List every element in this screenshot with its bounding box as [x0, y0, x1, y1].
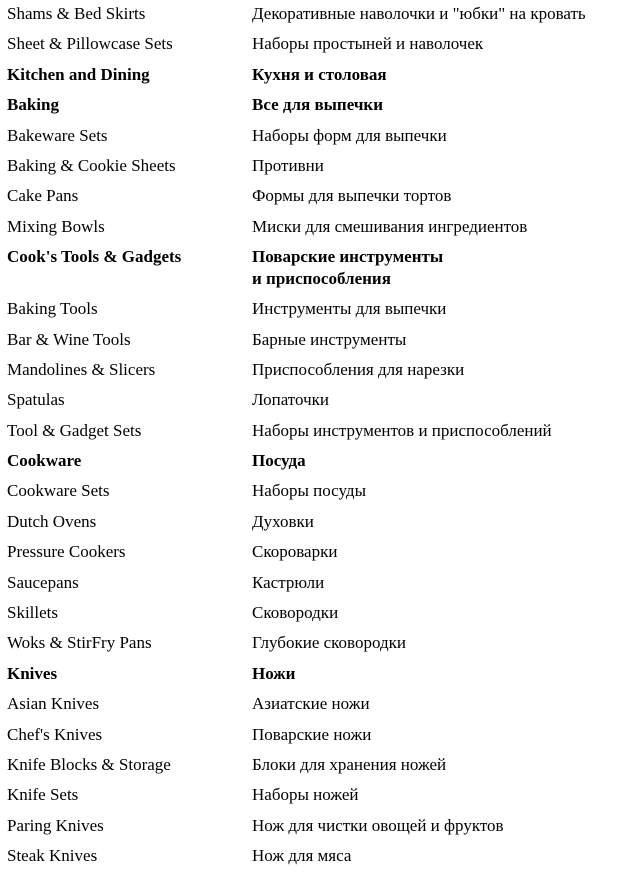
russian-term: Кухня и столовая	[252, 64, 387, 84]
table-row	[0, 538, 620, 568]
table-row	[0, 122, 620, 152]
russian-term: Декоративные наволочки и "юбки" на кровать	[252, 4, 586, 23]
english-term: Shams & Bed Skirts	[7, 4, 146, 23]
english-term: Skillets	[7, 603, 59, 623]
table-row	[0, 356, 620, 386]
english-term: Asian Knives	[7, 694, 100, 714]
russian-term: Духовки	[252, 511, 314, 531]
english-term: Mandolines & Slicers	[7, 359, 156, 379]
russian-term: Формы для выпечки тортов	[252, 186, 452, 206]
russian-term: Лопаточки	[252, 390, 329, 410]
table-row	[0, 629, 620, 659]
english-term: Knife Sets	[7, 785, 79, 805]
russian-term: Барные инструменты	[252, 329, 407, 349]
section-heading-row	[0, 243, 620, 295]
section-heading-row	[0, 91, 620, 121]
english-term: Woks & StirFry Pans	[7, 633, 152, 653]
section-heading-row	[0, 61, 620, 91]
english-term: Kitchen and Dining	[7, 64, 150, 84]
table-row	[0, 781, 620, 811]
russian-term: Сковородки	[252, 603, 339, 623]
table-row	[0, 295, 620, 325]
russian-term: Поварские ножи	[252, 724, 372, 744]
english-term: Saucepans	[7, 572, 79, 592]
english-term: Mixing Bowls	[7, 216, 105, 236]
english-term: Pressure Cookers	[7, 542, 126, 562]
russian-term: Миски для смешивания ингредиентов	[252, 216, 528, 236]
english-term: Baking & Cookie Sheets	[7, 155, 176, 175]
russian-term: Поварские инструменты и приспособления	[252, 247, 444, 289]
russian-term: Инструменты для выпечки	[252, 299, 447, 319]
english-term: Bakeware Sets	[7, 125, 108, 145]
table-row	[0, 812, 620, 842]
russian-term: Нож для чистки овощей и фруктов	[252, 815, 504, 835]
russian-term: Наборы инструментов и приспособлений	[252, 420, 552, 440]
english-term: Steak Knives	[7, 846, 98, 866]
english-term: Cookware Sets	[7, 481, 110, 501]
table-row	[0, 326, 620, 356]
table-row	[0, 842, 620, 872]
table-row	[0, 569, 620, 599]
english-term: Tool & Gadget Sets	[7, 420, 142, 440]
russian-term: Блоки для хранения ножей	[252, 754, 447, 774]
english-term: Baking Tools	[7, 299, 98, 319]
english-term: Cookware	[7, 451, 82, 471]
russian-term: Скороварки	[252, 542, 338, 562]
table-row	[0, 213, 620, 243]
russian-term: Противни	[252, 155, 324, 175]
russian-term: Посуда	[252, 451, 306, 471]
english-term: Baking	[7, 95, 59, 115]
table-row	[0, 751, 620, 781]
table-row	[0, 417, 620, 447]
english-term: Sheet & Pillowcase Sets	[7, 34, 173, 54]
russian-term: Ножи	[252, 663, 296, 683]
english-term: Knife Blocks & Storage	[7, 754, 171, 774]
table-row	[0, 30, 620, 60]
russian-term: Наборы простыней и наволочек	[252, 34, 484, 54]
russian-term: Нож для мяса	[252, 846, 352, 866]
table-row	[0, 477, 620, 507]
table-row	[0, 386, 620, 416]
russian-term: Кастрюли	[252, 572, 325, 592]
russian-term: Азиатские ножи	[252, 694, 370, 714]
russian-term: Приспособления для нарезки	[252, 359, 465, 379]
russian-term: Наборы форм для выпечки	[252, 125, 447, 145]
table-row	[0, 182, 620, 212]
table-row	[0, 690, 620, 720]
table-row	[0, 508, 620, 538]
english-term: Cake Pans	[7, 186, 79, 206]
english-term: Cook's Tools & Gadgets	[7, 247, 182, 267]
russian-term: Наборы посуды	[252, 481, 366, 501]
russian-term: Наборы ножей	[252, 785, 359, 805]
english-term: Chef's Knives	[7, 724, 103, 744]
section-heading-row	[0, 447, 620, 477]
english-term: Knives	[7, 663, 58, 683]
table-row	[0, 721, 620, 751]
english-term: Spatulas	[7, 390, 65, 410]
table-row	[0, 152, 620, 182]
english-term: Paring Knives	[7, 815, 104, 835]
russian-term: Глубокие сковородки	[252, 633, 406, 653]
table-row	[0, 0, 620, 30]
russian-term: Все для выпечки	[252, 95, 384, 115]
section-heading-row	[0, 660, 620, 690]
table-row	[0, 599, 620, 629]
english-term: Bar & Wine Tools	[7, 329, 131, 349]
english-term: Dutch Ovens	[7, 511, 97, 531]
